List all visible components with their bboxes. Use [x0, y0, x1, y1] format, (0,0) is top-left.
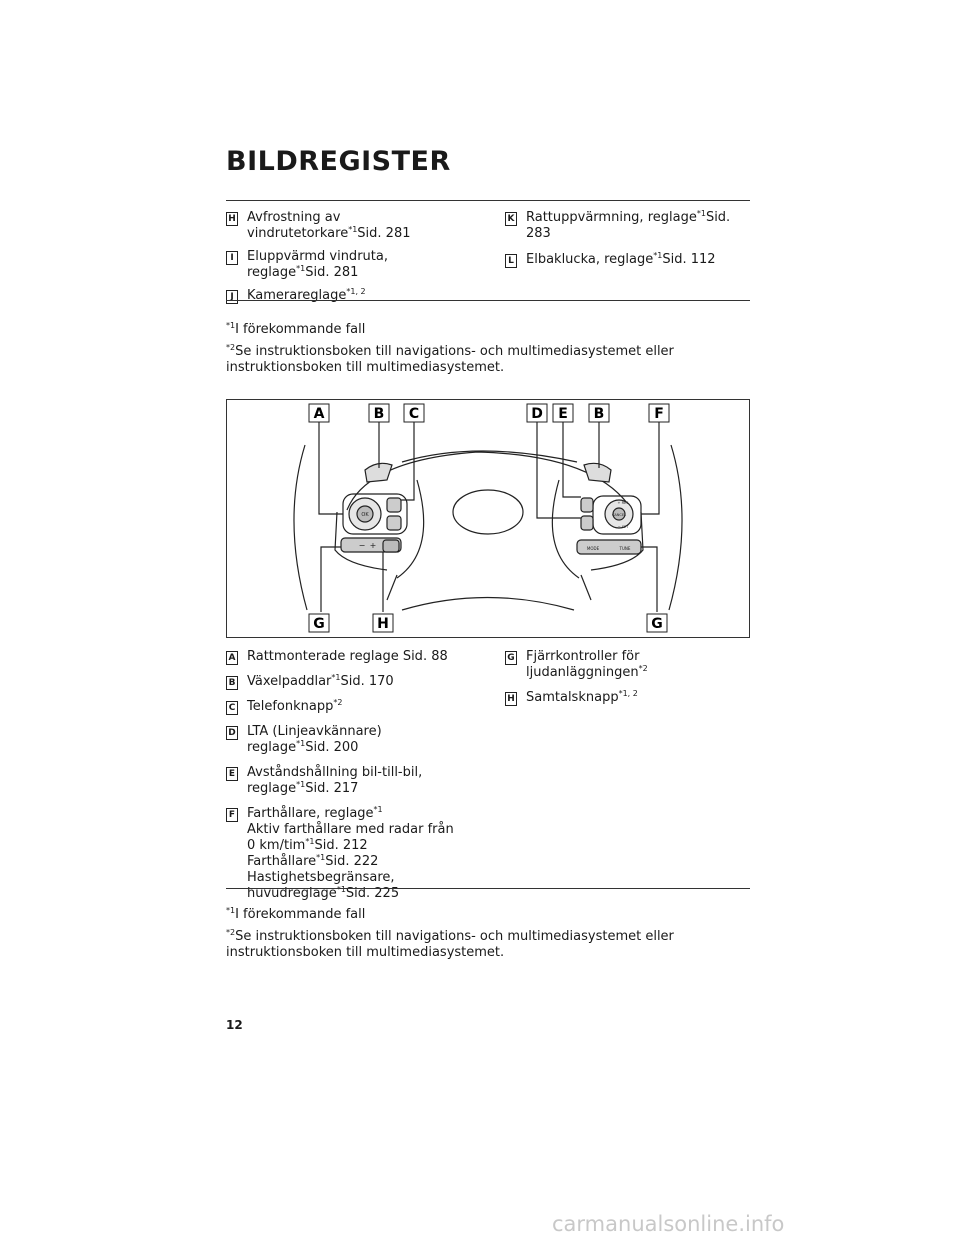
footnote-2 — [226, 344, 756, 376]
list-item-h — [226, 210, 486, 242]
list-item-g — [505, 649, 755, 681]
item-f-extra-5: huvudreglage — [247, 886, 337, 901]
top-rule — [226, 200, 750, 201]
badge-b: B — [226, 676, 238, 690]
item-f-extra-1: Aktiv farthållare med radar från — [247, 822, 454, 837]
wheel-left-lower — [387, 575, 397, 600]
item-g-line-1: Fjärrkontroller för — [526, 649, 640, 664]
item-l-sup: *1 — [653, 251, 663, 260]
footnote-2-sup: *2 — [226, 343, 236, 352]
label-b-left: B — [373, 406, 385, 422]
badge-c: C — [226, 701, 238, 715]
item-c-sup: *2 — [333, 698, 343, 707]
item-a-line-1: Rattmonterade reglage Sid. 88 — [247, 649, 448, 664]
footnote-2-repeat-text: Se instruktionsboken till navigations- och multimediasystemet eller instruktionsboken till multimediasystemet. — [226, 929, 674, 960]
footnote-1-repeat-text: I förekommande fall — [235, 907, 366, 922]
badge-d: D — [226, 726, 238, 740]
item-e-line-1: Avståndshållning bil-till-bil, — [247, 765, 423, 780]
page-title: BILDREGISTER — [226, 146, 451, 177]
footnotes-top — [226, 322, 756, 382]
label-g-right: G — [651, 616, 663, 632]
item-h-line-2: vindrutetorkare — [247, 226, 349, 241]
wheel-rim-right — [669, 445, 682, 610]
item-f-extra-3: Farthållare — [247, 854, 317, 869]
item-i-line-1: Eluppvärmd vindruta, — [247, 249, 388, 264]
list-item-c — [226, 699, 496, 715]
item-h-sup: *1 — [348, 225, 358, 234]
leader-f — [641, 422, 659, 514]
badge-i: I — [226, 251, 238, 265]
item-j-line-1: Kamerareglage — [247, 288, 347, 303]
wheel-right-lower — [581, 575, 591, 600]
top-list-right — [505, 210, 755, 275]
bottom-rule — [226, 888, 750, 889]
list-item-e — [226, 765, 496, 797]
label-g-left: G — [313, 616, 325, 632]
distance-button — [581, 498, 593, 512]
list-item-h-bottom — [505, 690, 755, 706]
list-item-d — [226, 724, 496, 756]
label-d: D — [531, 406, 543, 422]
list-item-b — [226, 674, 496, 690]
lta-button — [581, 516, 593, 530]
label-b-right: B — [593, 406, 605, 422]
item-b-sup: *1 — [331, 673, 341, 682]
item-i-ref: Sid. 281 — [305, 265, 359, 280]
steering-wheel-illustration — [227, 400, 749, 637]
label-a: A — [313, 406, 325, 422]
item-d-line-2: reglage — [247, 740, 297, 755]
phone-button — [387, 516, 401, 530]
item-f-extra-3-sup: *1 — [316, 853, 326, 862]
paddle-right — [584, 463, 611, 482]
item-e-sup: *1 — [296, 780, 306, 789]
ok-label: OK — [361, 512, 369, 518]
item-c-line-1: Telefonknapp — [247, 699, 334, 714]
footnote-2-repeat — [226, 929, 756, 961]
item-e-line-2: reglage — [247, 781, 297, 796]
item-l-ref: Sid. 112 — [662, 252, 716, 267]
item-f-extra-5-sup: *1 — [336, 885, 346, 894]
label-h: H — [377, 616, 389, 632]
item-h-bottom-line-1: Samtalsknapp — [526, 690, 619, 705]
item-h-bottom-sup: *1, 2 — [618, 689, 638, 698]
label-e: E — [558, 406, 568, 422]
badge-k: K — [505, 212, 517, 226]
badge-h: H — [226, 212, 238, 226]
list-item-k — [505, 210, 755, 242]
badge-j: J — [226, 290, 238, 304]
footnote-2-repeat-sup: *2 — [226, 928, 236, 937]
watermark: carmanualsonline.info — [552, 1212, 785, 1236]
mode-label: MODE — [586, 546, 600, 551]
footnotes-bottom — [226, 907, 756, 967]
plus-label: + — [369, 541, 377, 550]
footnote-2-text: Se instruktionsboken till navigations- och multimediasystemet eller instruktionsboken till multimediasystemet. — [226, 344, 674, 375]
label-c: C — [408, 406, 420, 422]
item-i-line-2: reglage — [247, 265, 297, 280]
list-item-l — [505, 252, 755, 268]
badge-f: F — [226, 808, 238, 822]
minus-label: − — [358, 541, 366, 550]
item-f-line-1: Farthållare, reglage — [247, 806, 374, 821]
cancel-label: CANCEL — [611, 513, 627, 517]
leader-d — [537, 422, 581, 518]
top-list-left — [226, 210, 486, 311]
item-j-sup: *1, 2 — [346, 287, 366, 296]
list-item-j — [226, 288, 486, 304]
bottom-list-left — [226, 649, 496, 909]
badge-g: G — [505, 651, 517, 665]
footnote-1-text: I förekommande fall — [235, 322, 366, 337]
item-f-extra-2: 0 km/tim — [247, 838, 306, 853]
item-l-line-1: Elbaklucka, reglage — [526, 252, 654, 267]
item-k-line-1: Rattuppvärmning, reglage — [526, 210, 697, 225]
tune-label: TUNE — [619, 546, 631, 551]
leader-g-right — [641, 547, 657, 612]
badge-a: A — [226, 651, 238, 665]
talk-button — [383, 540, 399, 552]
item-b-ref: Sid. 170 — [340, 674, 394, 689]
item-d-line-1: LTA (Linjeavkännare) — [247, 724, 382, 739]
item-f-extra-4: Hastighetsbegränsare, — [247, 870, 395, 885]
label-f: F — [654, 406, 664, 422]
set-label: − SET — [617, 525, 629, 529]
item-e-ref: Sid. 217 — [305, 781, 359, 796]
page-number: 12 — [226, 1018, 243, 1032]
item-d-ref: Sid. 200 — [305, 740, 359, 755]
item-f-extra-2-sup: *1 — [305, 837, 315, 846]
hub-right-edge — [552, 480, 579, 578]
list-item-i — [226, 249, 486, 281]
item-f-extra-2-ref: Sid. 212 — [314, 838, 368, 853]
res-label: + RES — [617, 501, 629, 505]
leader-g-left — [321, 547, 341, 612]
badge-h-bottom: H — [505, 692, 517, 706]
footnote-1-repeat-sup: *1 — [226, 906, 236, 915]
item-h-line-1: Avfrostning av — [247, 210, 341, 225]
badge-l: L — [505, 254, 517, 268]
list-item-a — [226, 649, 496, 665]
wheel-bottom — [402, 598, 574, 611]
footnote-1-sup: *1 — [226, 321, 236, 330]
item-b-line-1: Växelpaddlar — [247, 674, 332, 689]
badge-e: E — [226, 767, 238, 781]
item-g-line-2: ljudanläggningen — [526, 665, 639, 680]
item-g-sup: *2 — [638, 664, 648, 673]
item-d-sup: *1 — [296, 739, 306, 748]
middle-rule — [226, 300, 750, 301]
leader-a — [319, 422, 343, 514]
airbag-oval — [453, 490, 523, 534]
item-f-extra-5-ref: Sid. 225 — [345, 886, 400, 901]
item-i-sup: *1 — [296, 264, 306, 273]
wheel-rim-left — [294, 445, 307, 610]
item-k-sup: *1 — [696, 209, 706, 218]
back-button — [387, 498, 401, 512]
item-f-extra-3-ref: Sid. 222 — [325, 854, 379, 869]
item-f-sup: *1 — [373, 805, 383, 814]
bottom-list-right — [505, 649, 755, 713]
footnote-1-repeat — [226, 907, 756, 923]
item-h-ref: Sid. 281 — [357, 226, 411, 241]
steering-wheel-diagram — [226, 399, 750, 638]
item-k-ref: Sid. 283 — [526, 210, 731, 241]
footnote-1 — [226, 322, 756, 338]
